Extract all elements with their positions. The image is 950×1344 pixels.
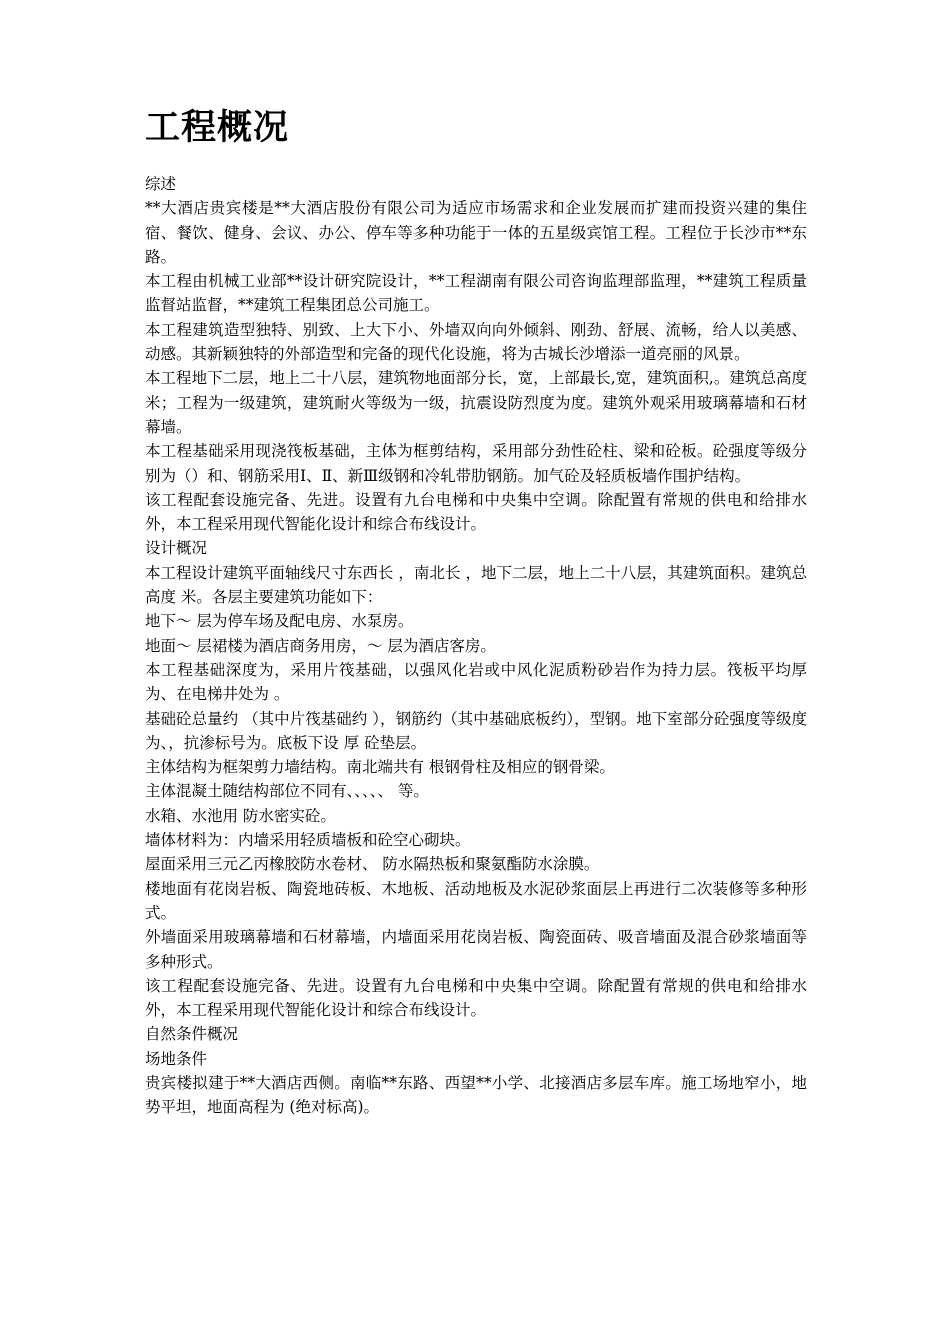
paragraph: 本工程由机械工业部**设计研究院设计，**工程湖南有限公司咨询监理部监理，**建筑工程质量监督站监督，**建筑工程集团总公司施工。 bbox=[145, 272, 807, 315]
paragraph: 贵宾楼拟建于**大酒店西侧。南临**东路、西望**小学、北接酒店多层车库。施工场地窄小，地势平坦，地面高程为 (绝对标高)。 bbox=[145, 1073, 807, 1117]
paragraph: 本工程设计建筑平面轴线尺寸东西长 ，南北长 ，地下二层，地上二十八层，其建筑面积。建筑总高度 米。各层主要建筑功能如下： bbox=[145, 563, 807, 607]
paragraph: 本工程基础采用现浇筏板基础，主体为框剪结构，采用部分劲性砼柱、梁和砼板。砼强度等级分别为（）和、钢筋采用Ⅰ、Ⅱ、新Ⅲ级钢和冷轧带肋钢筋。加气砼及轻质板墙作围护结构。 bbox=[145, 442, 807, 485]
paragraph: 墙体材料为：内墙采用轻质墙板和砼空心砌块。 bbox=[145, 831, 471, 850]
paragraph: 水箱、水池用 防水密实砼。 bbox=[145, 806, 336, 825]
paragraph: 该工程配套设施完备、先进。设置有九台电梯和中央集中空调。除配置有常规的供电和给排水外，本工程采用现代智能化设计和综合布线设计。 bbox=[145, 976, 807, 1020]
paragraph: 本工程建筑造型独特、别致、上大下小、外墙双向向外倾斜、刚劲、舒展、流畅，给人以美感、动感。其新颖独特的外部造型和完备的现代化设施，将为古城长沙增添一道亮丽的风景。 bbox=[145, 320, 807, 364]
paragraph: 本工程地下二层，地上二十八层，建筑物地面部分长，宽，上部最长,宽，建筑面积,。建筑总高度 米；工程为一级建筑，建筑耐火等级为一级，抗震设防烈度为度。建筑外观采用玻璃幕墙和石材幕墙。 bbox=[145, 369, 807, 436]
paragraph: 地面～ 层裙楼为酒店商务用房，～ 层为酒店客房。 bbox=[145, 636, 496, 655]
section-heading-natural-conditions: 自然条件概况 bbox=[145, 1025, 239, 1044]
paragraph: 基础砼总量约 （其中片筏基础约 ），钢筋约（其中基础底板约），型钢。地下室部分砼强度等级度为、，抗渗标号为。底板下设 厚 砼垫层。 bbox=[145, 709, 807, 752]
paragraph: 楼地面有花岗岩板、陶瓷地砖板、木地板、活动地板及水泥砂浆面层上再进行二次装修等多种形式。 bbox=[145, 879, 807, 922]
paragraph: 主体结构为框架剪力墙结构。南北端共有 根钢骨柱及相应的钢骨梁。 bbox=[145, 758, 615, 777]
document-page bbox=[145, 104, 807, 1120]
section-heading-overview: 综述 bbox=[145, 175, 177, 193]
paragraph: 本工程基础深度为，采用片筏基础，以强风化岩或中风化泥质粉砂岩作为持力层。筏板平均厚为、在电梯井处为 。 bbox=[145, 660, 807, 704]
document-title: 工程概况 bbox=[145, 108, 290, 148]
paragraph: 主体混凝土随结构部位不同有、、、、、 等。 bbox=[145, 782, 429, 801]
section-heading-site-conditions: 场地条件 bbox=[145, 1049, 208, 1068]
paragraph: 外墙面采用玻璃幕墙和石材幕墙，内墙面采用花岗岩板、陶瓷面砖、吸音墙面及混合砂浆墙面等多种形式。 bbox=[145, 928, 807, 971]
document-body bbox=[145, 172, 807, 1120]
section-heading-design: 设计概况 bbox=[145, 539, 208, 558]
paragraph: 屋面采用三元乙丙橡胶防水卷材、 防水隔热板和聚氨酯防水涂膜。 bbox=[145, 855, 600, 874]
paragraph: 该工程配套设施完备、先进。设置有九台电梯和中央集中空调。除配置有常规的供电和给排水外，本工程采用现代智能化设计和综合布线设计。 bbox=[145, 490, 807, 534]
paragraph: 地下～ 层为停车场及配电房、水泵房。 bbox=[145, 612, 414, 631]
paragraph: **大酒店贵宾楼是**大酒店股份有限公司为适应市场需求和企业发展而扩建而投资兴建的集住宿、餐饮、健身、会议、办公、停车等多种功能于一体的五星级宾馆工程。工程位于长沙市**东路。 bbox=[145, 199, 807, 266]
